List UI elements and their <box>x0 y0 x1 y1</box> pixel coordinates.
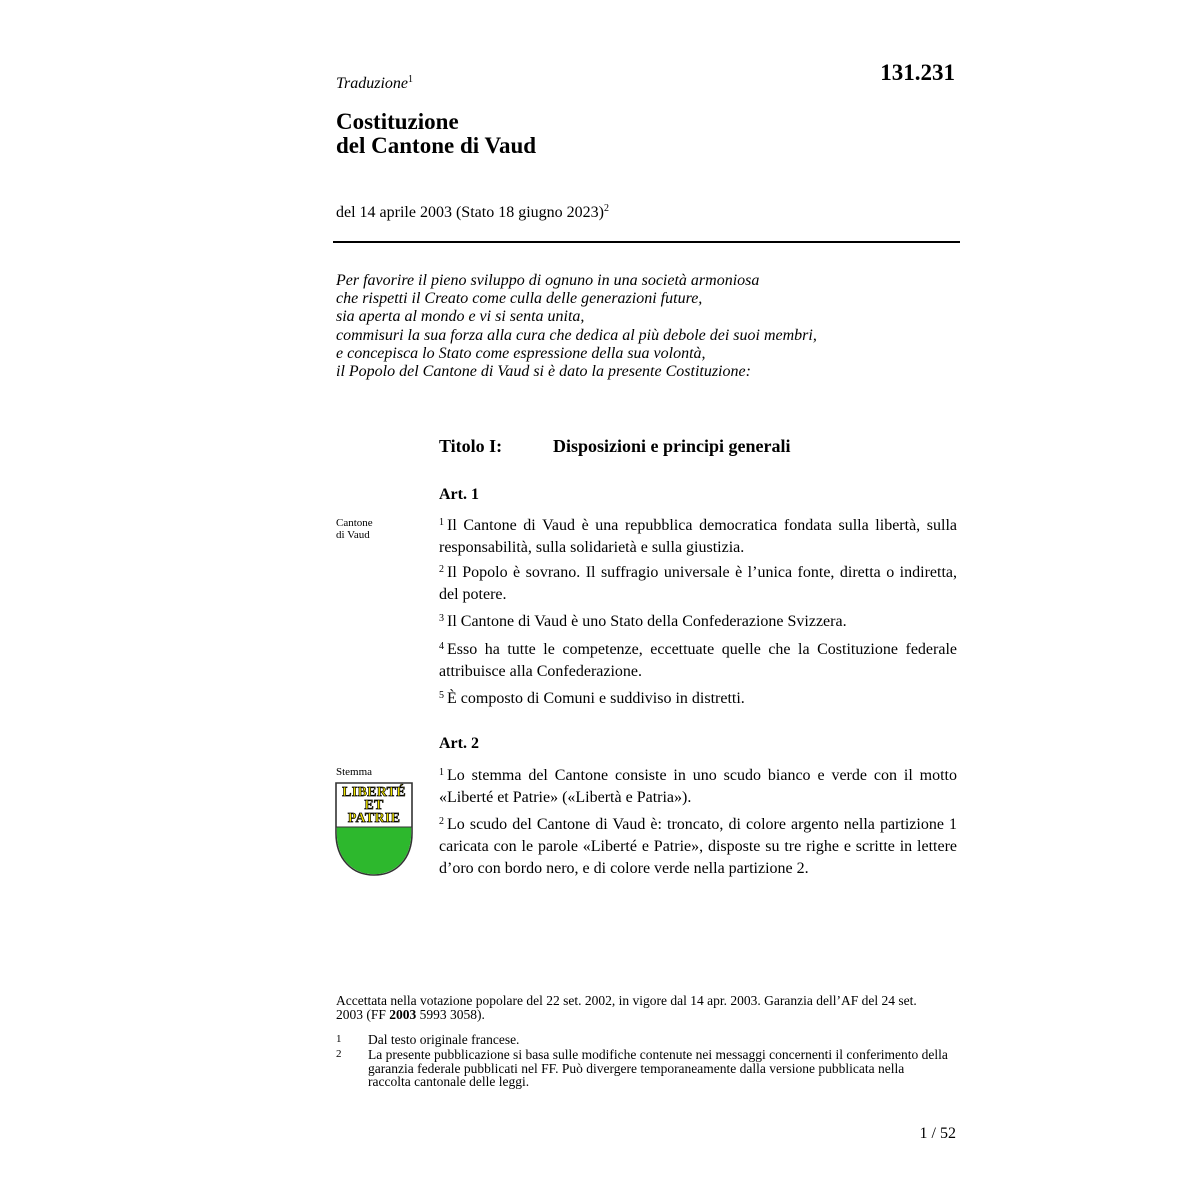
title-line-2: del Cantone di Vaud <box>336 133 537 158</box>
preamble-line: Per favorire il pieno sviluppo di ognuno in una società armoniosa <box>336 272 760 289</box>
footnote-text: La presente pubblicazione si basa sulle modifiche contenute nei messaggi concernenti il conferimento della garanzia federale pubblicati nel FF. Può divergere temporaneamente dalla versione pubblicata nella raccolta cantonale delle leggi. <box>368 1047 948 1089</box>
page-number: 1 / 52 <box>919 1125 956 1142</box>
section-heading-title-1 <box>439 436 791 457</box>
article-2-heading: Art. 2 <box>439 735 479 752</box>
header-divider <box>333 241 960 243</box>
translation-label: Traduzione$^1$ <box>336 74 414 92</box>
section-title: Disposizioni e principi generali <box>553 436 791 456</box>
vaud-coat-of-arms-icon <box>334 781 414 877</box>
article-2-paragraph-2: $^2$ Lo scudo del Cantone di Vaud è: troncato, di colore argento nella partizione 1 caricata con le parole «Liberté e Patrie», disposte su tre righe e scritte in lettere d’oro con bordo nero, e di colore verde nella partizione 2. <box>439 816 957 877</box>
article-1-paragraph-5: $^5$ È composto di Comuni e suddiviso in distretti. <box>439 690 745 707</box>
shield-motto-line: ET <box>364 798 384 813</box>
document-number: 131.231 <box>880 60 955 85</box>
footnote-text: Dal testo originale francese. <box>368 1032 520 1047</box>
footnote-adoption-note: Accettata nella votazione popolare del 22 set. 2002, in vigore dal 14 apr. 2003. Garanzia dell’AF del 24 set. 2003 (FF 2003 5993 3058). <box>336 993 917 1022</box>
article-2-margin-note: Stemma <box>336 766 373 778</box>
article-1-margin-note: Cantone di Vaud <box>336 517 373 541</box>
article-1-paragraph-2: $^2$ Il Popolo è sovrano. Il suffragio universale è l’unica fonte, diretta o indiretta, del potere. <box>439 564 957 603</box>
section-number: Titolo I: <box>439 436 503 456</box>
article-2-paragraph-1: $^1$ Lo stemma del Cantone consiste in uno scudo bianco e verde con il motto «Liberté et Patrie» («Libertà e Patria»). <box>439 767 957 806</box>
shield-green-field <box>337 827 411 874</box>
preamble-line: sia aperta al mondo e vi si senta unita, <box>336 308 585 326</box>
footnote-number: 2 <box>336 1048 342 1060</box>
preamble-line: il Popolo del Cantone di Vaud si è dato la presente Costituzione: <box>336 363 751 381</box>
footnote-ref-1[interactable]: 1 <box>408 74 414 85</box>
footnote-1 <box>336 1033 956 1047</box>
article-1-paragraph-4: $^4$ Esso ha tutte le competenze, eccettuate quelle che la Costituzione federale attribuisce alla Confederazione. <box>439 641 957 680</box>
article-1-heading: Art. 1 <box>439 486 479 503</box>
article-1-paragraph-1: $^1$ Il Cantone di Vaud è una repubblica democratica fondata sulla libertà, sulla responsabilità, sulla solidarietà e sulla giustizia. <box>439 517 957 556</box>
footnote-2 <box>336 1048 956 1092</box>
shield-motto-line: PATRIE <box>347 811 401 826</box>
preamble <box>336 272 817 381</box>
preamble-line: commisuri la sua forza alla cura che dedica al più debole dei suoi membri, <box>336 326 817 344</box>
document-title <box>336 110 536 158</box>
preamble-line: e concepisca lo Stato come espressione della sua volontà, <box>336 344 706 362</box>
article-1-paragraph-3: $^3$ Il Cantone di Vaud è uno Stato della Confederazione Svizzera. <box>439 613 847 630</box>
preamble-line: che rispetti il Creato come culla delle generazioni future, <box>336 290 703 308</box>
document-date: del 14 aprile 2003 (Stato 18 giugno 2023)$^2$ <box>336 203 609 221</box>
shield-motto-line: LIBERTÉ <box>342 785 406 800</box>
footnote-number: 1 <box>336 1033 342 1045</box>
footnote-ref-2[interactable]: 2 <box>603 203 609 214</box>
title-line-1: Costituzione <box>336 109 459 134</box>
